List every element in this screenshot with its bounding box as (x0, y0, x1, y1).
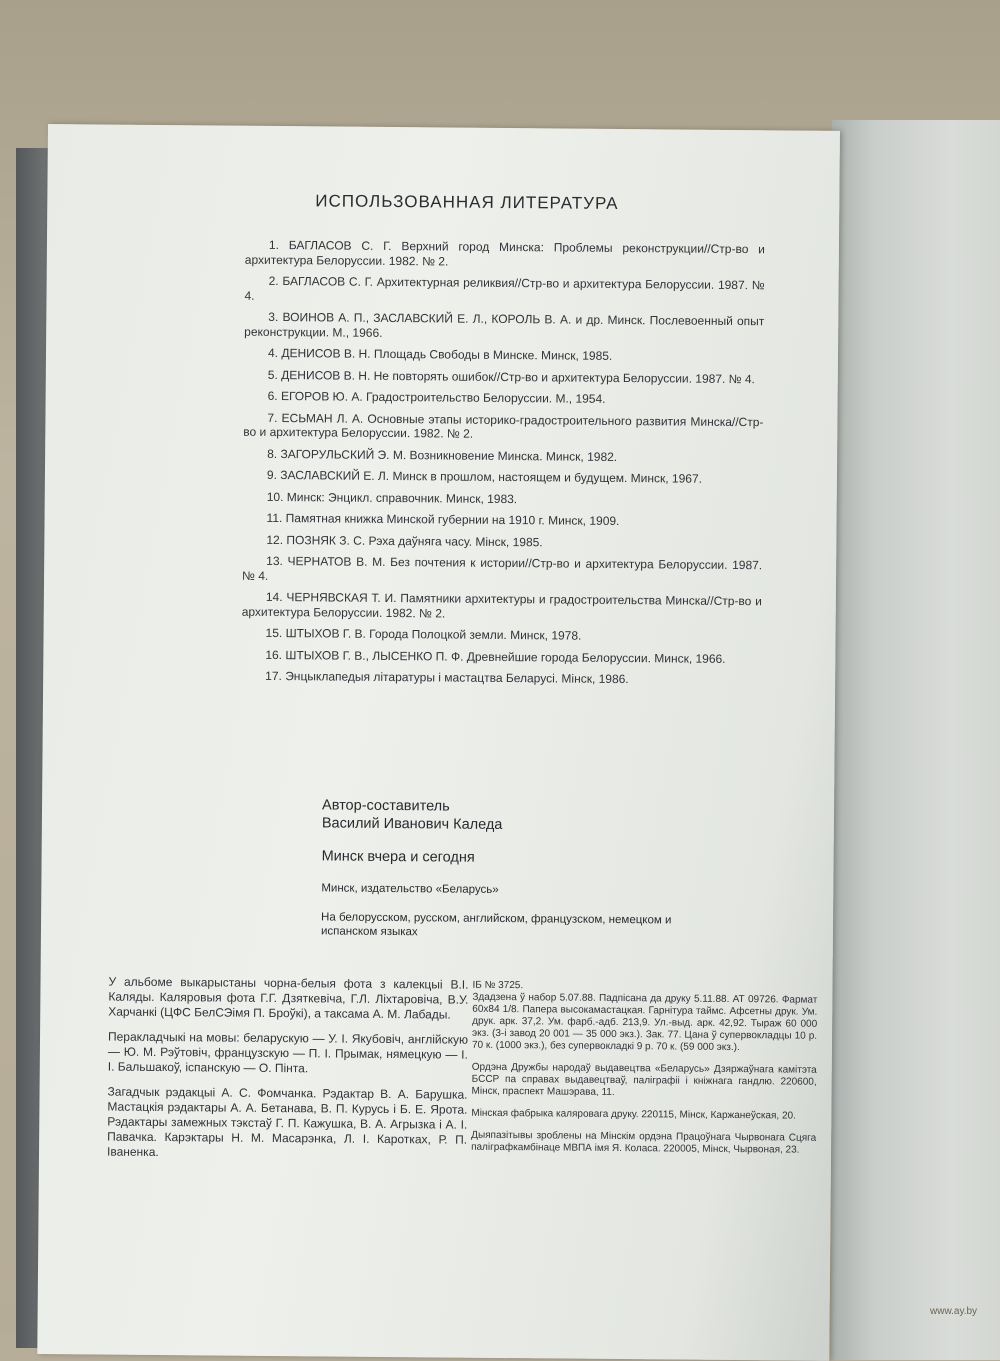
watermark: www.ay.by (930, 1306, 978, 1317)
slides-info: Дыяпазітывы зроблены на Мінскім ордэна Працоўнага Чырвонага Сцяга паліграфкамбінаце МВПА імя Я. Коласа. 220005, Мінск, Чырвоная, 23. (471, 1129, 817, 1156)
photo-credits: У альбоме выкарыстаны чорна-белыя фота з калекцыі В.І. Каляды. Каляровыя фота Г.Г. Дзяткевіча, Г.Л. Ліхтаровіча, В.У. Харчанкі (ЦФС БелСЭімя П. Броўкі), а таксама А. М. Лабады. (108, 974, 469, 1022)
references-list (241, 238, 765, 695)
reference-item: 12. ПОЗНЯК З. С. Рэха даўняга часу. Мінск, 1985. (266, 532, 543, 549)
reference-item: 6. ЕГОРОВ Ю. А. Градостроительство Белоруссии. М., 1954. (267, 388, 606, 406)
print-info-column (471, 980, 818, 1167)
author-label: Автор-составитель (321, 797, 450, 815)
ib-number: ІБ № 3725. (472, 979, 524, 992)
reference-item: 10. Минск: Энцикл. справочник. Минск, 1983. (266, 489, 518, 506)
reference-item: 2. БАГЛАСОВ С. Г. Архитектурная реликвия//Стр-во и архитектура Белоруссии. 1987. № 4. (244, 273, 765, 303)
imprint-block (321, 796, 722, 941)
reference-item: 9. ЗАСЛАВСКИЙ Е. Л. Минск в прошлом, настоящем и будущем. Минск, 1967. (266, 467, 703, 486)
reference-item: 5. ДЕНИСОВ В. Н. Не повторять ошибок//Стр-во и архитектура Белоруссии. 1987. № 4. (267, 367, 755, 386)
book-page (37, 124, 840, 1361)
reference-item: 11. Памятная книжка Минской губернии на 1910 г. Минск, 1909. (266, 510, 620, 529)
reference-item: 15. ШТЫХОВ Г. В. Города Полоцкой земли. Минск, 1978. (265, 625, 582, 643)
editor-credits: Загадчык рэдакцыі А. С. Фомчанка. Рэдактар В. А. Барушка. Мастацкія рэдактары А. А. Бетанава, В. П. Курусь і Б. Е. Ярота. Рэдактары замежных тэкстаў Г. П. Кажушка, В. А. Агрызка і А. І. Павачка. Карэктары Н. М. Масарэнка, Л. І. Каротках, Р. П. Іваненка. (106, 1084, 468, 1160)
reference-item: 17. Энцыклапедыя літаратуры і мастацтва Беларусі. Мінск, 1986. (265, 668, 629, 687)
reference-item: 8. ЗАГОРУЛЬСКИЙ Э. М. Возникновение Минска. Минск, 1982. (267, 446, 618, 464)
reference-item: 3. ВОИНОВ А. П., ЗАСЛАВСКИЙ Е. Л., КОРОЛЬ В. А. и др. Минск. Послевоенный опыт реконструкции. М., 1966. (244, 309, 765, 340)
reference-item: 1. БАГЛАСОВ С. Г. Верхний город Минска: Проблемы реконструкции//Стр-во и архитектура Белоруссии. 1982. № 2. (244, 237, 765, 268)
publisher-address: Ордэна Дружбы народаў выдавецтва «Беларусь» Дзяржаўнага камітэта БССР па справах выдавецтваў, паліграфіі і кніжнага гандлю. 220600, Мінск, праспект Машэрава, 11. (471, 1061, 817, 1098)
publisher: Минск, издательство «Беларусь» (321, 882, 499, 896)
facing-page (832, 120, 1000, 1360)
page-heading: ИСПОЛЬЗОВАННАЯ ЛИТЕРАТУРА (315, 191, 619, 213)
author-name: Василий Иванович Каледа (321, 815, 503, 833)
reference-item: 14. ЧЕРНЯВСКАЯ Т. И. Памятники архитектуры и градостроительства Минска//Стр-во и архитектура Белоруссии. 1982. № 2. (241, 589, 762, 620)
languages-note: На белорусском, русском, английском, французском, немецком и испанском языках (320, 911, 672, 939)
reference-item: 16. ШТЫХОВ Г. В., ЛЫСЕНКО П. Ф. Древнейшие города Белоруссии. Минск, 1966. (265, 647, 726, 666)
book-title: Минск вчера и сегодня (321, 848, 475, 866)
translator-credits: Перакладчыкі на мовы: беларускую — У. І. Якубовіч, англійскую — Ю. М. Рэўтовіч, французскую — П. І. Прымак, нямецкую — І. І. Бальшакоў, іспанскую — О. Пінта. (107, 1029, 469, 1076)
print-details: Здадзена ў набор 5.07.88. Падпісана да друку 5.11.88. АТ 09726. Фармат 60х84 1/8. Папера высокамастацкая. Гарнітура таймс. Афсетны друк. Ум. друк. арк. 37,2. Ум. фарб.-адб. 213,9. Ул.-выд. арк. 42,92. Тыраж 60 000 экз. (3-і завод 20 001 — 35 000 экз.). Зак. 77. Цана ў супервокладцы 10 р. 70 к. (1000 экз.), без супервокладкі 9 р. 70 к. (59 000 экз.). (471, 991, 818, 1054)
reference-item: 13. ЧЕРНАТОВ В. М. Без почтения к истории//Стр-во и архитектура Белоруссии. 1987. № 4. (242, 553, 763, 583)
credits-column (107, 975, 469, 1173)
reference-item: 7. ЕСЬМАН Л. А. Основные этапы историко-градостроительного развития Минска//Стр-во и архитектура Белоруссии. 1982. № 2. (243, 410, 764, 441)
printing-factory: Мінская фабрыка каляровага друку. 220115, Мінск, Каржанеўская, 20. (471, 1107, 796, 1122)
reference-item: 4. ДЕНИСОВ В. Н. Площадь Свободы в Минске. Минск, 1985. (267, 345, 613, 363)
